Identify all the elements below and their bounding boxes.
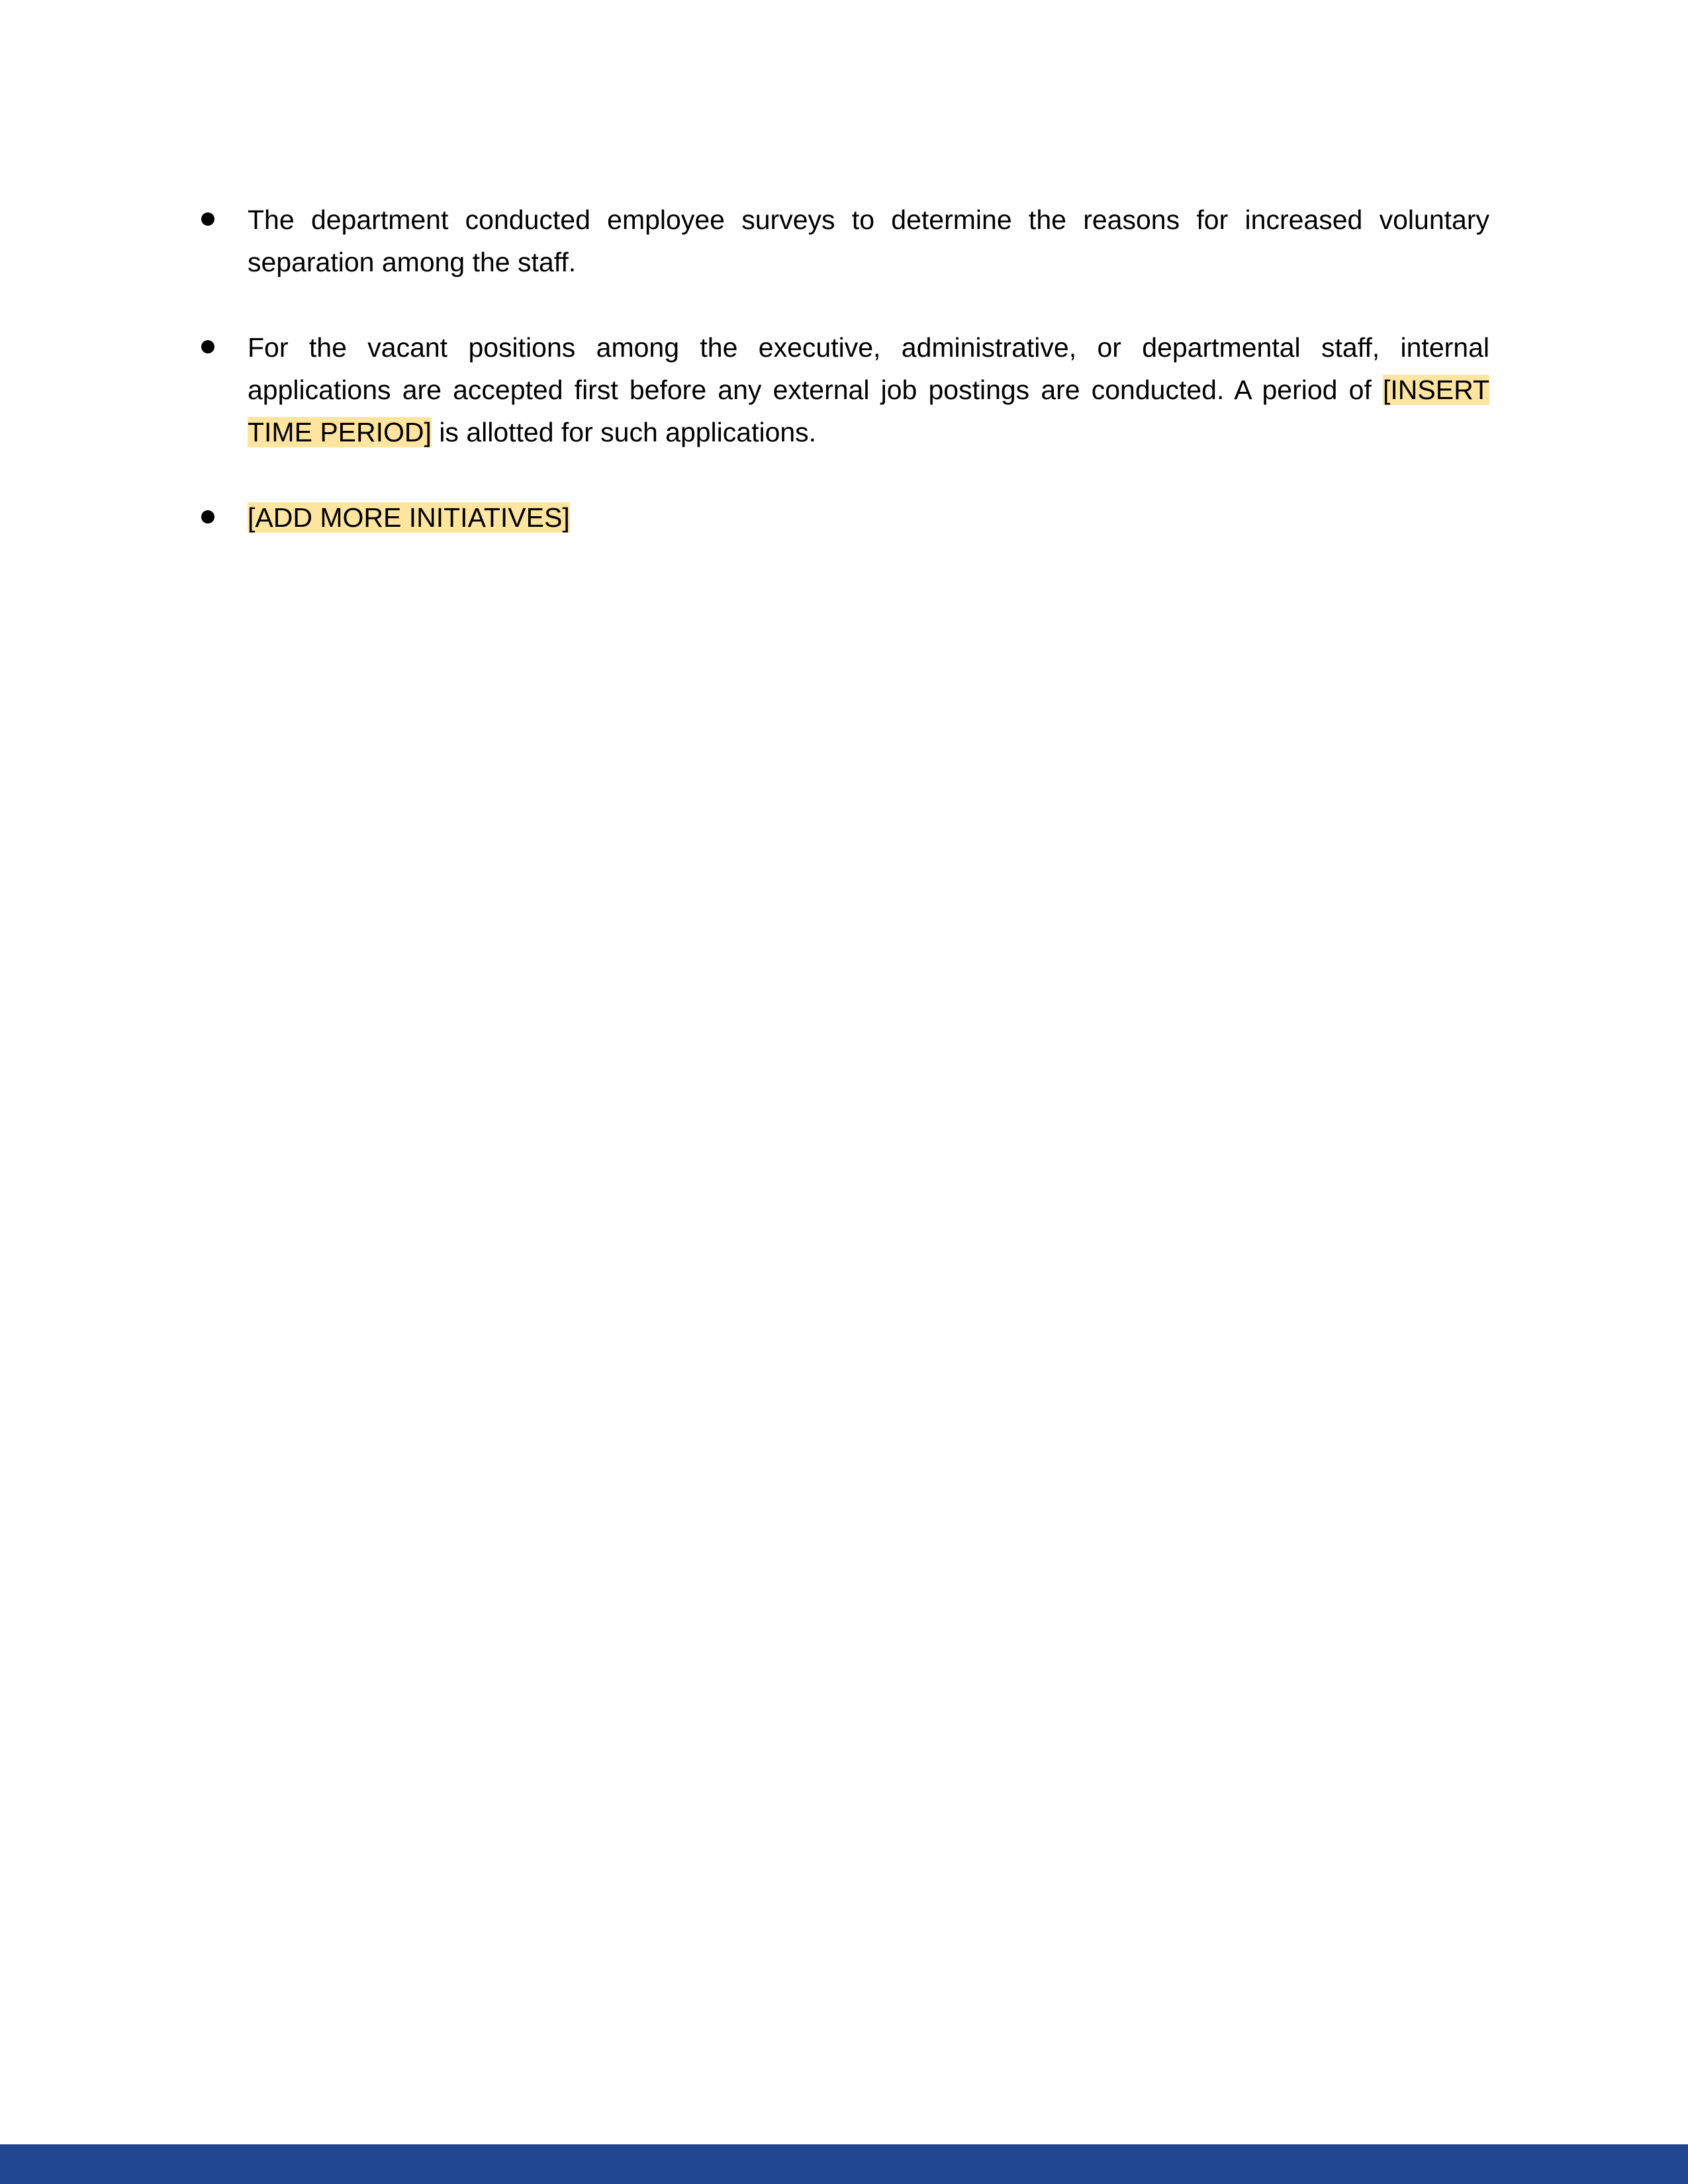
list-item bbox=[196, 199, 1489, 283]
initiatives-bullet-list bbox=[196, 199, 1489, 582]
placeholder-add-initiatives: [ADD MORE INITIATIVES] bbox=[248, 502, 570, 533]
list-item bbox=[196, 326, 1489, 453]
bullet-text-after: is allotted for such applications. bbox=[431, 417, 817, 447]
footer-bar bbox=[0, 2144, 1688, 2184]
bullet-text-before: For the vacant positions among the executive, administrative, or departmental staff, internal applications are accepted first before any external job postings are conducted. A period of bbox=[248, 332, 1489, 405]
placeholder-time-period: [INSERT TIME PERIOD] bbox=[248, 375, 1489, 447]
bullet-icon bbox=[201, 510, 214, 523]
bullet-text: The department conducted employee surveys to determine the reasons for increased voluntary separation among the staff. bbox=[248, 205, 1489, 277]
bullet-icon bbox=[201, 212, 214, 226]
bullet-icon bbox=[201, 340, 214, 353]
list-item bbox=[196, 496, 1489, 539]
